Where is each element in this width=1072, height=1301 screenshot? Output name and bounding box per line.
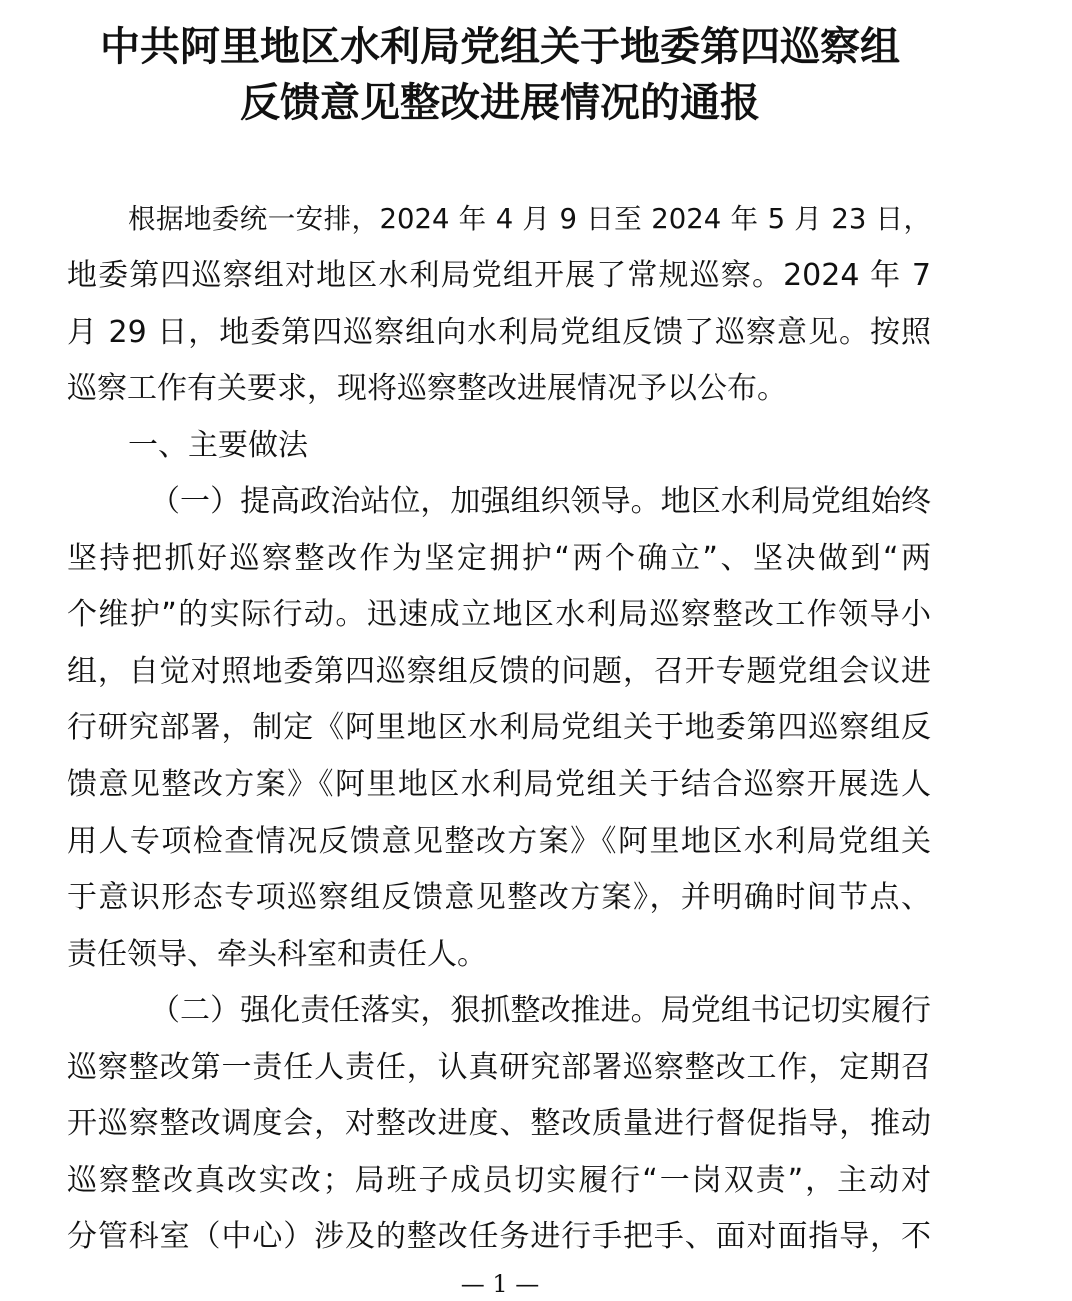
- body-line-16: 巡察整改第一责任人责任，认真研究部署巡察整改工作，定期召: [67, 1050, 931, 1085]
- body-line-15: （二）强化责任落实，狠抓整改推进。局党组书记切实履行: [150, 993, 931, 1028]
- body-line-18: 巡察整改真改实改；局班子成员切实履行“一岗双责”，主动对: [67, 1163, 931, 1198]
- body-line-9: 组，自觉对照地委第四巡察组反馈的问题，召开专题党组会议进: [67, 654, 931, 689]
- body-line-12: 用人专项检查情况反馈意见整改方案》《阿里地区水利局党组关: [67, 824, 931, 859]
- document-title-line-1: 中共阿里地区水利局党组关于地委第四巡察组: [100, 23, 900, 70]
- body-line-3: 月 29 日，地委第四巡察组向水利局党组反馈了巡察意见。按照: [67, 315, 931, 350]
- body-line-11: 馈意见整改方案》《阿里地区水利局党组关于结合巡察开展选人: [67, 767, 931, 802]
- body-line-13: 于意识形态专项巡察组反馈意见整改方案》，并明确时间节点、: [67, 880, 931, 915]
- body-line-1: 根据地委统一安排，2024 年 4 月 9 日至 2024 年 5 月 23 日，: [128, 203, 931, 235]
- body-line-10: 行研究部署，制定《阿里地区水利局党组关于地委第四巡察组反: [67, 710, 931, 745]
- body-line-17: 开巡察整改调度会，对整改进度、整改质量进行督促指导，推动: [67, 1106, 931, 1141]
- body-line-19: 分管科室（中心）涉及的整改任务进行手把手、面对面指导，不: [67, 1219, 931, 1254]
- body-line-14: 责任领导、牵头科室和责任人。: [67, 937, 487, 972]
- page-number: — 1 —: [460, 1270, 540, 1298]
- body-line-4: 巡察工作有关要求，现将巡察整改进展情况予以公布。: [67, 371, 787, 406]
- document-title-line-2: 反馈意见整改进展情况的通报: [240, 79, 760, 126]
- body-line-6: （一）提高政治站位，加强组织领导。地区水利局党组始终: [150, 484, 931, 519]
- section-heading-main-practices: 一、主要做法: [128, 428, 308, 463]
- body-line-7: 坚持把抓好巡察整改作为坚定拥护“两个确立”、坚决做到“两: [67, 541, 931, 576]
- body-line-8: 个维护”的实际行动。迅速成立地区水利局巡察整改工作领导小: [67, 597, 931, 632]
- body-line-2: 地委第四巡察组对地区水利局党组开展了常规巡察。2024 年 7: [67, 258, 931, 293]
